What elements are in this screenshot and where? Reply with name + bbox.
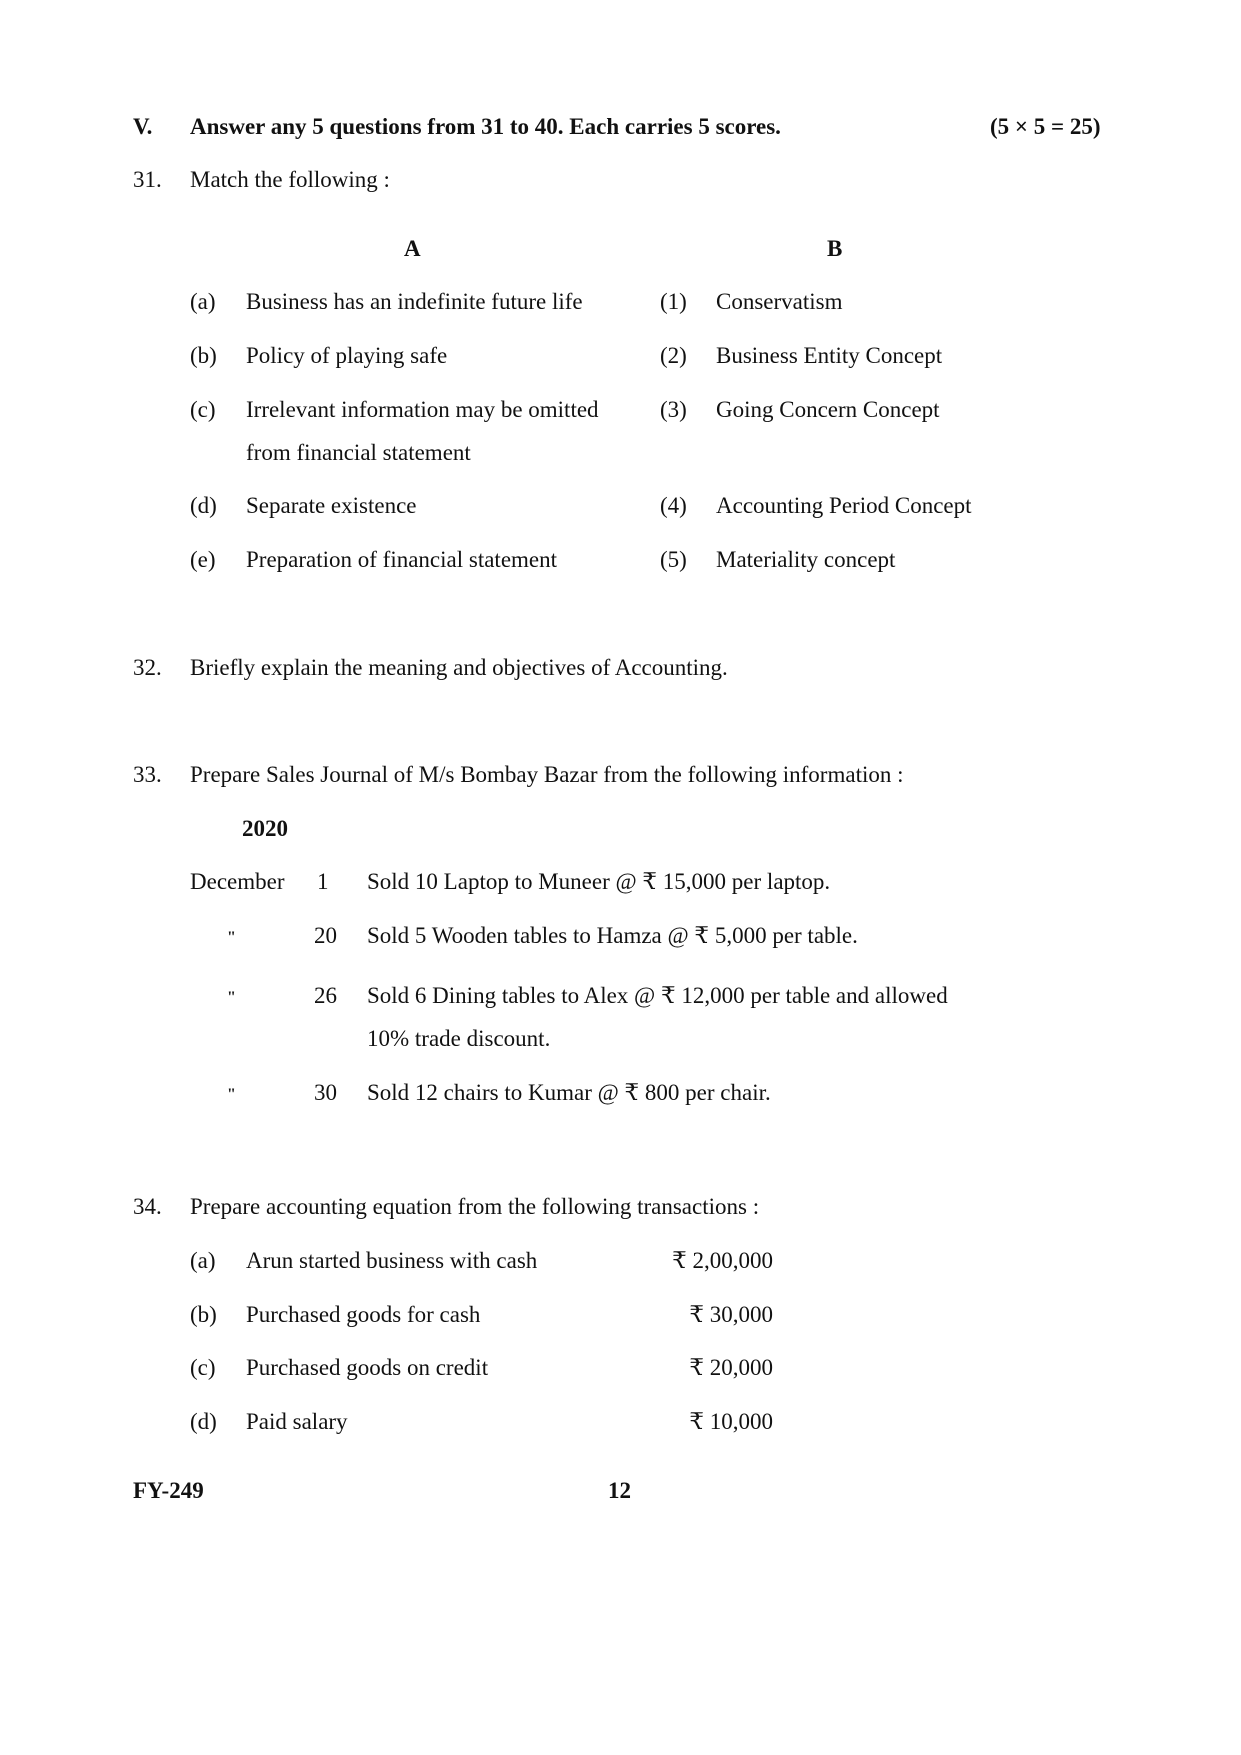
q34-text: Prepare accounting equation from the following transactions :: [190, 1194, 760, 1219]
transaction-label: (b): [190, 1302, 217, 1327]
a-item-label: (b): [190, 343, 217, 368]
entry-month-ditto: ": [227, 929, 236, 946]
entry-month-ditto: ": [227, 989, 236, 1006]
a-item-text: Irrelevant information may be omitted: [246, 397, 599, 422]
b-item-text: Business Entity Concept: [716, 343, 943, 368]
section-instruction: Answer any 5 questions from 31 to 40. Each carries 5 scores.: [190, 114, 781, 139]
b-item-label: (3): [660, 397, 687, 422]
transaction-text: Arun started business with cash: [246, 1248, 538, 1273]
transaction-amount: ₹ 30,000: [689, 1302, 773, 1327]
a-item-text: Separate existence: [246, 493, 417, 518]
b-item-text: Materiality concept: [716, 547, 896, 572]
b-item-text: Going Concern Concept: [716, 397, 940, 422]
q33-text: Prepare Sales Journal of M/s Bombay Bazar from the following information :: [190, 762, 904, 787]
a-item-text: Business has an indefinite future life: [246, 289, 583, 314]
q33-number: 33.: [133, 762, 162, 787]
b-item-label: (2): [660, 343, 687, 368]
a-item-text-continued: from financial statement: [246, 440, 471, 465]
entry-month-ditto: ": [227, 1086, 236, 1103]
a-item-label: (a): [190, 289, 216, 314]
q31-col-b-header: B: [827, 236, 843, 261]
entry-text: Sold 5 Wooden tables to Hamza @ ₹ 5,000 per table.: [367, 923, 858, 948]
q32-number: 32.: [133, 655, 162, 680]
transaction-amount: ₹ 2,00,000: [672, 1248, 773, 1273]
footer-code: FY-249: [133, 1478, 204, 1503]
q31-text: Match the following :: [190, 167, 390, 192]
entry-month: December: [190, 869, 285, 894]
entry-text: Sold 10 Laptop to Muneer @ ₹ 15,000 per laptop.: [367, 869, 831, 894]
entry-day: 1: [317, 869, 329, 894]
transaction-text: Purchased goods on credit: [246, 1355, 489, 1380]
transaction-text: Paid salary: [246, 1409, 348, 1434]
transaction-amount: ₹ 20,000: [689, 1355, 773, 1380]
b-item-label: (5): [660, 547, 687, 572]
transaction-text: Purchased goods for cash: [246, 1302, 481, 1327]
entry-text: Sold 6 Dining tables to Alex @ ₹ 12,000 per table and allowed: [367, 983, 948, 1008]
q33-year: 2020: [242, 816, 288, 841]
entry-text-continued: 10% trade discount.: [367, 1026, 551, 1051]
transaction-label: (d): [190, 1409, 217, 1434]
q34-number: 34.: [133, 1194, 162, 1219]
b-item-text: Accounting Period Concept: [716, 493, 972, 518]
a-item-label: (e): [190, 547, 216, 572]
q31-number: 31.: [133, 167, 162, 192]
a-item-label: (c): [190, 397, 216, 422]
a-item-text: Policy of playing safe: [246, 343, 448, 368]
transaction-label: (a): [190, 1248, 216, 1273]
q31-col-a-header: A: [404, 236, 421, 261]
entry-text: Sold 12 chairs to Kumar @ ₹ 800 per chair.: [367, 1080, 771, 1105]
entry-day: 26: [314, 983, 337, 1008]
a-item-label: (d): [190, 493, 217, 518]
a-item-text: Preparation of financial statement: [246, 547, 558, 572]
transaction-amount: ₹ 10,000: [689, 1409, 773, 1434]
b-item-label: (4): [660, 493, 687, 518]
b-item-label: (1): [660, 289, 687, 314]
transaction-label: (c): [190, 1355, 216, 1380]
entry-day: 20: [314, 923, 337, 948]
section-marks: (5 × 5 = 25): [990, 114, 1101, 139]
q32-text: Briefly explain the meaning and objectives of Accounting.: [190, 655, 728, 680]
page-number: 12: [608, 1478, 631, 1503]
entry-day: 30: [314, 1080, 337, 1105]
b-item-text: Conservatism: [716, 289, 843, 314]
section-number: V.: [133, 114, 153, 139]
